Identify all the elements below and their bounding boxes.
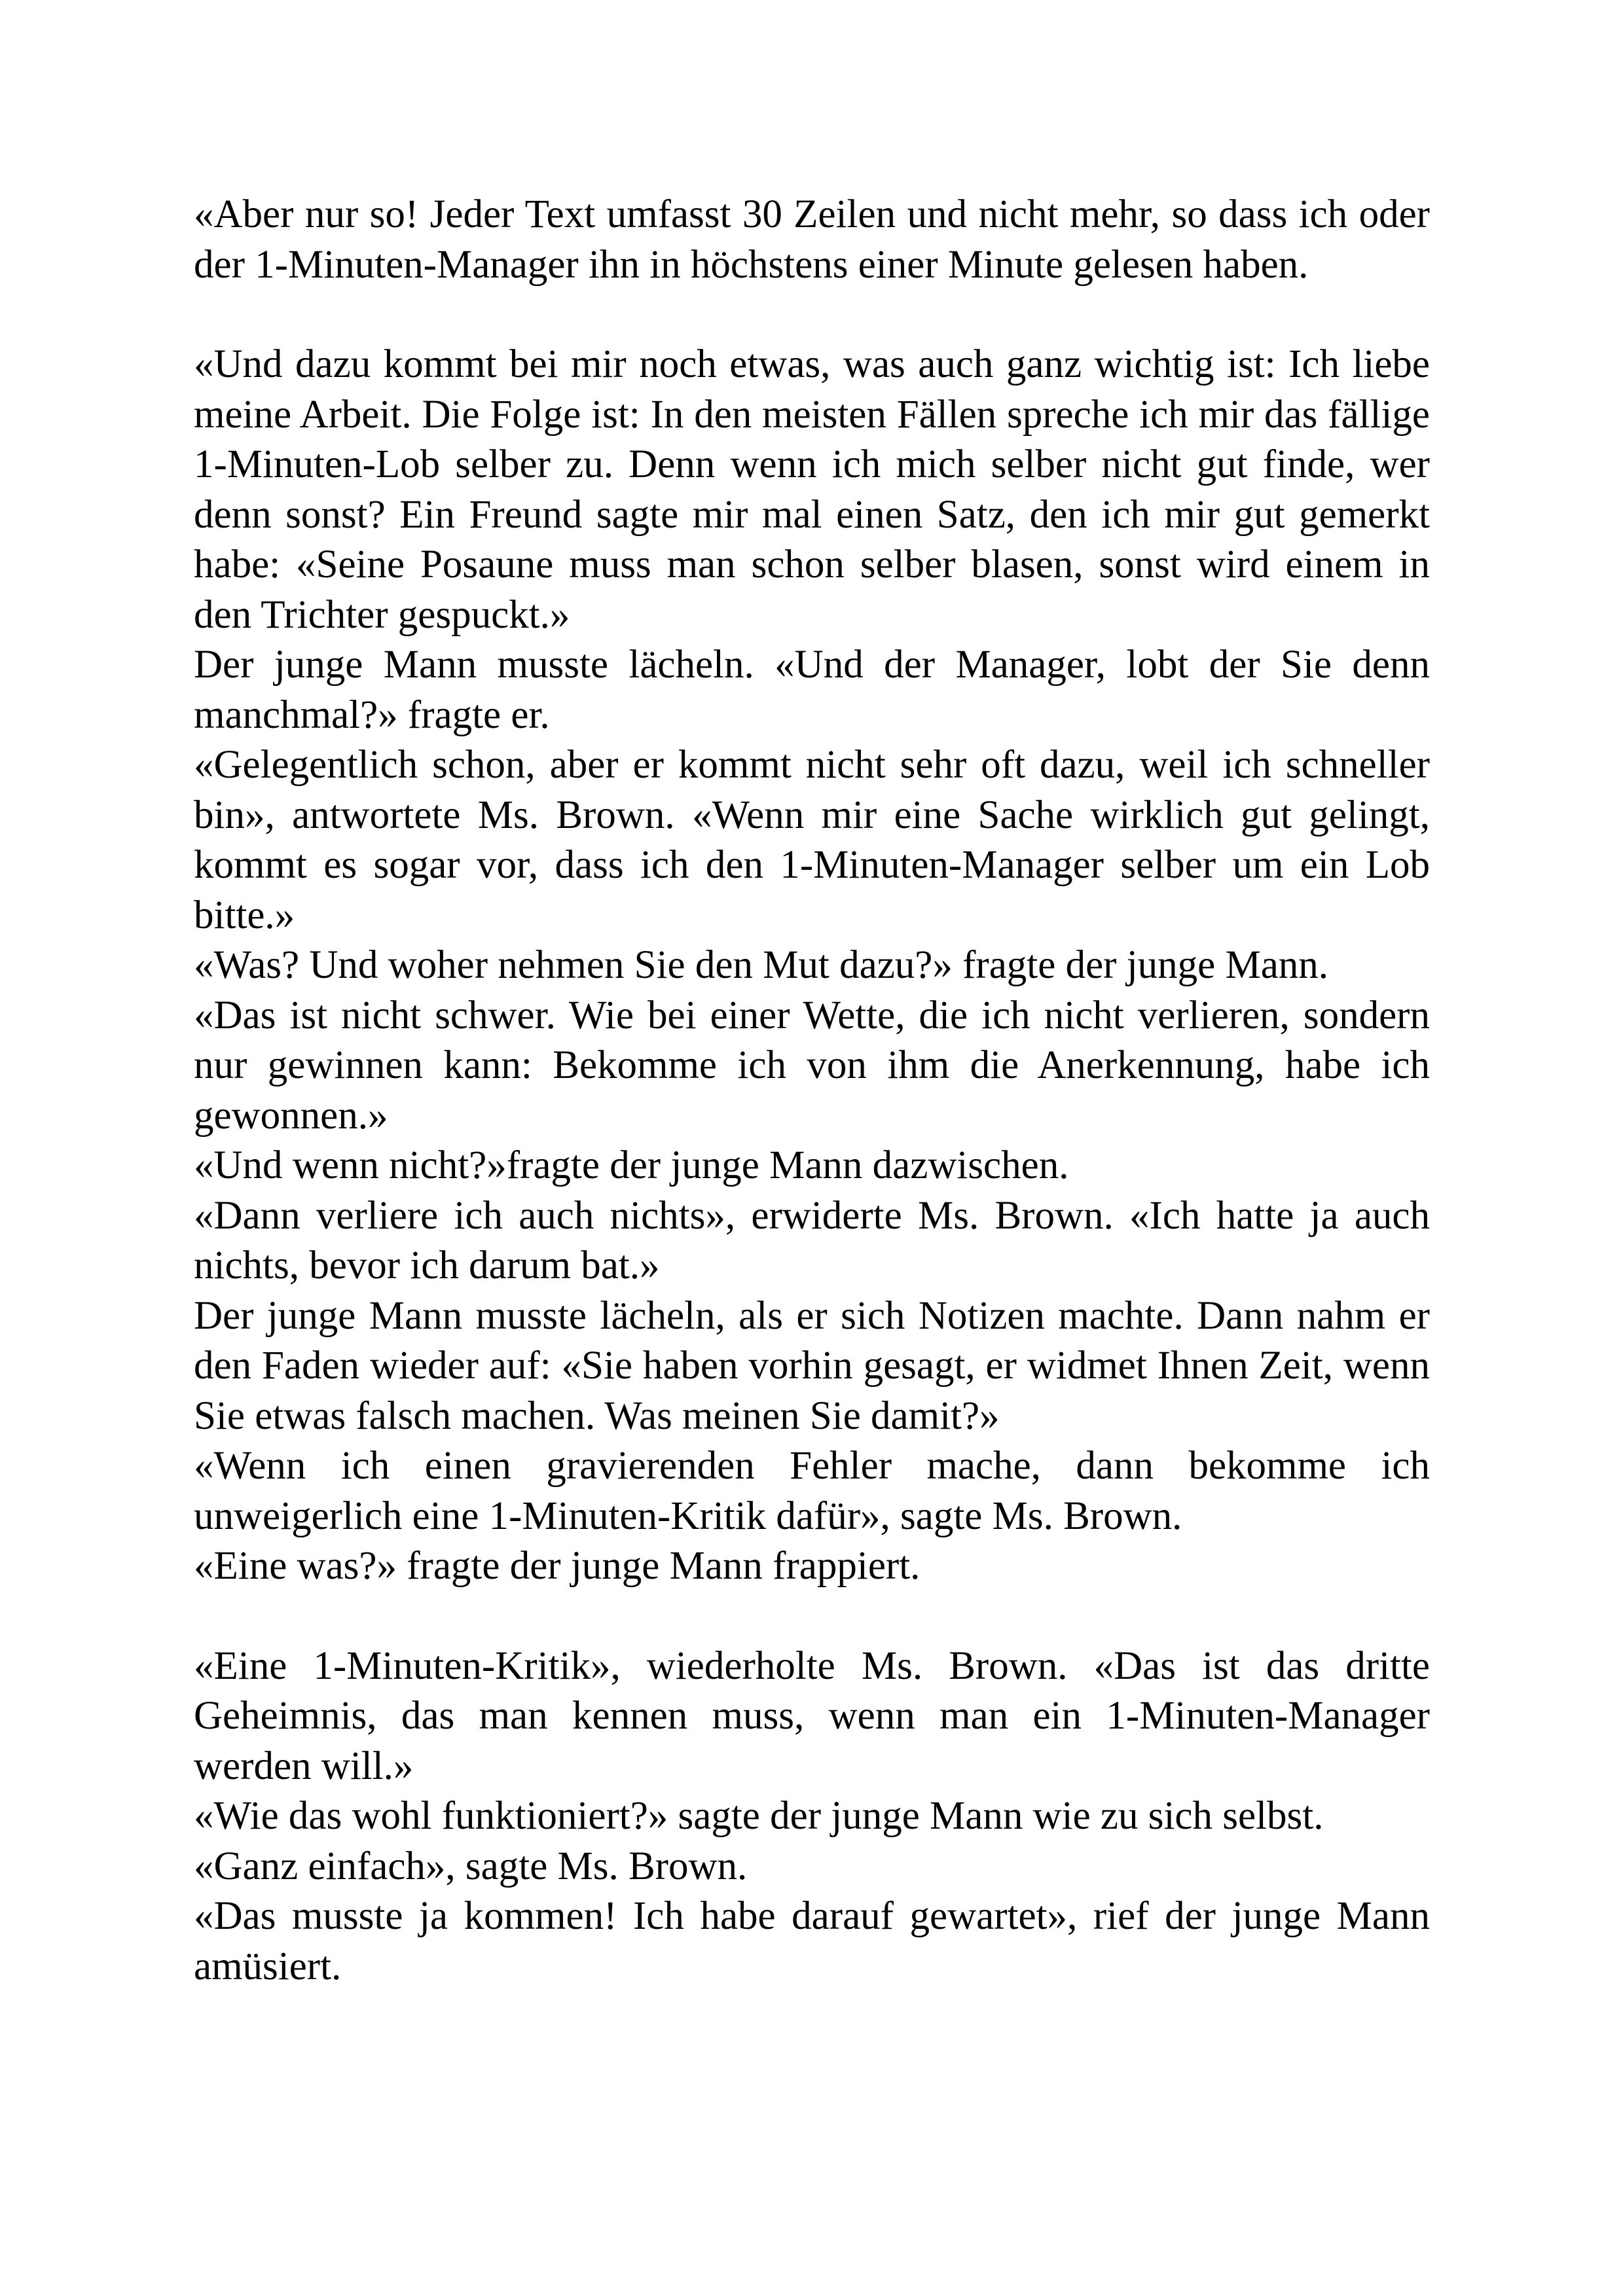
paragraph: «Dann verliere ich auch nichts», erwiderte Ms. Brown. «Ich hatte ja auch nichts, bevor ich darum bat.» — [194, 1193, 1430, 1287]
paragraph: «Und wenn nicht?»fragte der junge Mann dazwischen. — [194, 1143, 1069, 1187]
paragraph: «Das ist nicht schwer. Wie bei einer Wette, die ich nicht verlieren, sondern nur gewinnen kann: Bekomme ich von ihm die Anerkennung, habe ich gewonnen.» — [194, 993, 1430, 1138]
paragraph: «Aber nur so! Jeder Text umfasst 30 Zeilen und nicht mehr, so dass ich oder der 1-Minuten-Manager ihn in höchstens einer Minute gelesen haben. — [194, 192, 1430, 287]
paragraph: Der junge Mann musste lächeln, als er sich Notizen machte. Dann nahm er den Faden wieder auf: «Sie haben vorhin gesagt, er widmet Ihnen Zeit, wenn Sie etwas falsch machen. Was meinen Sie damit?» — [194, 1293, 1430, 1438]
paragraph: «Wie das wohl funktioniert?» sagte der junge Mann wie zu sich selbst. — [194, 1794, 1324, 1838]
paragraph: «Was? Und woher nehmen Sie den Mut dazu?» fragte der junge Mann. — [194, 943, 1329, 987]
paragraph: «Ganz einfach», sagte Ms. Brown. — [194, 1844, 748, 1888]
paragraph: «Wenn ich einen gravierenden Fehler mache, dann bekomme ich unweigerlich eine 1-Minuten-Kritik dafür», sagte Ms. Brown. — [194, 1444, 1430, 1538]
paragraph: «Eine was?» fragte der junge Mann frappiert. — [194, 1544, 921, 1588]
paragraph: «Und dazu kommt bei mir noch etwas, was auch ganz wichtig ist: Ich liebe meine Arbeit. Die Folge ist: In den meisten Fällen spreche ich mir das fällige 1-Minuten-Lob selber zu. Denn wenn ich mich selber nicht gut finde, wer denn sonst? Ein Freund sagte mir mal einen Satz, den ich mir gut gemerkt habe: «Seine Posaune muss man schon selber blasen, sonst wird einem in den Trichter gespuckt.» — [194, 342, 1430, 637]
paragraph: «Eine 1-Minuten-Kritik», wiederholte Ms. Brown. «Das ist das dritte Geheimnis, das man kennen muss, wenn man ein 1-Minuten-Manager werden will.» — [194, 1643, 1430, 1788]
paragraph: «Das musste ja kommen! Ich habe darauf gewartet», rief der junge Mann amüsiert. — [194, 1894, 1430, 1988]
paragraph: «Gelegentlich schon, aber er kommt nicht sehr oft dazu, weil ich schneller bin», antwortete Ms. Brown. «Wenn mir eine Sache wirklich gut gelingt, kommt es sogar vor, dass ich den 1-Minuten-Manager selber um ein Lob bitte.» — [194, 743, 1430, 937]
paragraph: Der junge Mann musste lächeln. «Und der Manager, lobt der Sie denn manchmal?» fragte er. — [194, 643, 1430, 737]
document-page — [194, 190, 1430, 1992]
